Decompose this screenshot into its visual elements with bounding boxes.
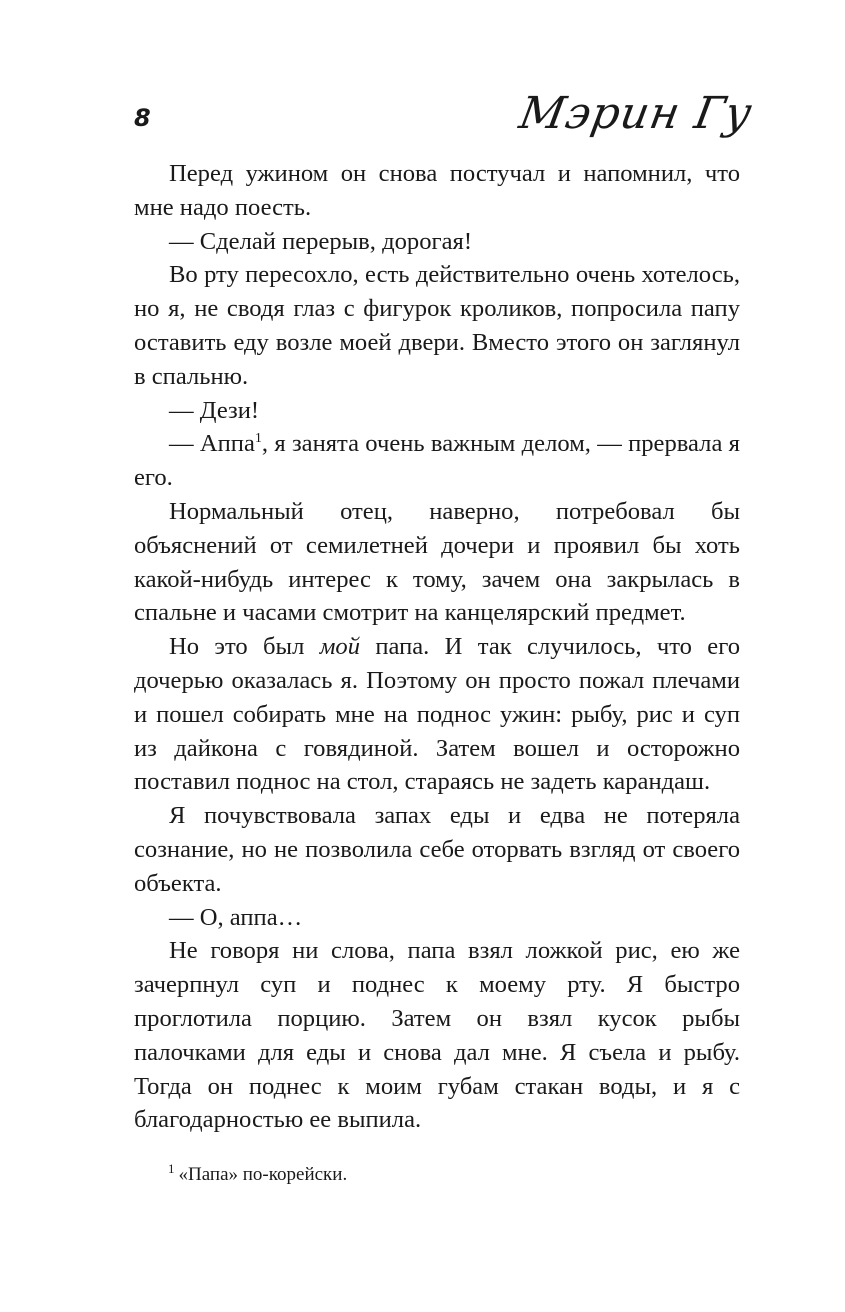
paragraph: Нормальный отец, наверно, потребовал бы объяснений от семилетней дочери и проявил бы хоть какой-нибудь интерес к тому, зачем она закрылась в спальне и часами смотрит на канцелярский предмет. bbox=[134, 497, 740, 627]
page-number: 8 bbox=[134, 104, 151, 132]
dialogue-line: — Дези! bbox=[169, 396, 260, 424]
footnote-reference: 1 bbox=[254, 431, 262, 447]
paragraph: Во рту пересохло, есть действительно очень хотелось, но я, не сводя глаз с фигурок кроликов, попросила папу оставить еду возле моей двери. Вместо этого он заглянул в спальню. bbox=[134, 261, 740, 390]
footnote bbox=[168, 1162, 347, 1188]
paragraph: Я почувствовала запах еды и едва не потеряла сознание, но не позволила себе оторвать взгляд от своего объекта. bbox=[134, 802, 740, 897]
body-text bbox=[134, 157, 740, 1137]
text-segment: — Аппа bbox=[169, 430, 255, 458]
footnote-text: «Папа» по-корейски. bbox=[178, 1164, 348, 1185]
dialogue-line bbox=[134, 427, 740, 495]
paragraph: Не говоря ни слова, папа взял ложкой рис, ею же зачерпнул суп и поднес к моему рту. Я быстро проглотила порцию. Затем он взял кусок рыбы палочками для еды и снова дал мне. Я съела и рыбу. Тогда он поднес к моим губам стакан воды, и я с благодарностью ее выпила. bbox=[134, 937, 740, 1134]
emphasized-word: мой bbox=[319, 633, 360, 661]
dialogue-line: — Сделай перерыв, дорогая! bbox=[169, 227, 473, 255]
text-segment: , я занята очень важным делом, — прервала я его. bbox=[134, 430, 740, 492]
footnote-number: 1 bbox=[168, 1160, 175, 1176]
dialogue-line: — О, аппа… bbox=[169, 903, 303, 931]
text-segment: папа. И так случилось, что его дочерью оказалась я. Поэтому он просто пожал плечами и пошел собирать мне на поднос ужин: рыбу, рис и суп из дайкона с говядиной. Затем вошел и осторожно поставил поднос на стол, стараясь не задеть карандаш. bbox=[134, 633, 740, 796]
paragraph: Перед ужином он снова постучал и напомнил, что мне надо поесть. bbox=[134, 160, 740, 221]
paragraph bbox=[134, 630, 740, 799]
text-segment: Но это был bbox=[169, 633, 320, 661]
running-head-author: Мэрин Гу bbox=[515, 88, 757, 139]
